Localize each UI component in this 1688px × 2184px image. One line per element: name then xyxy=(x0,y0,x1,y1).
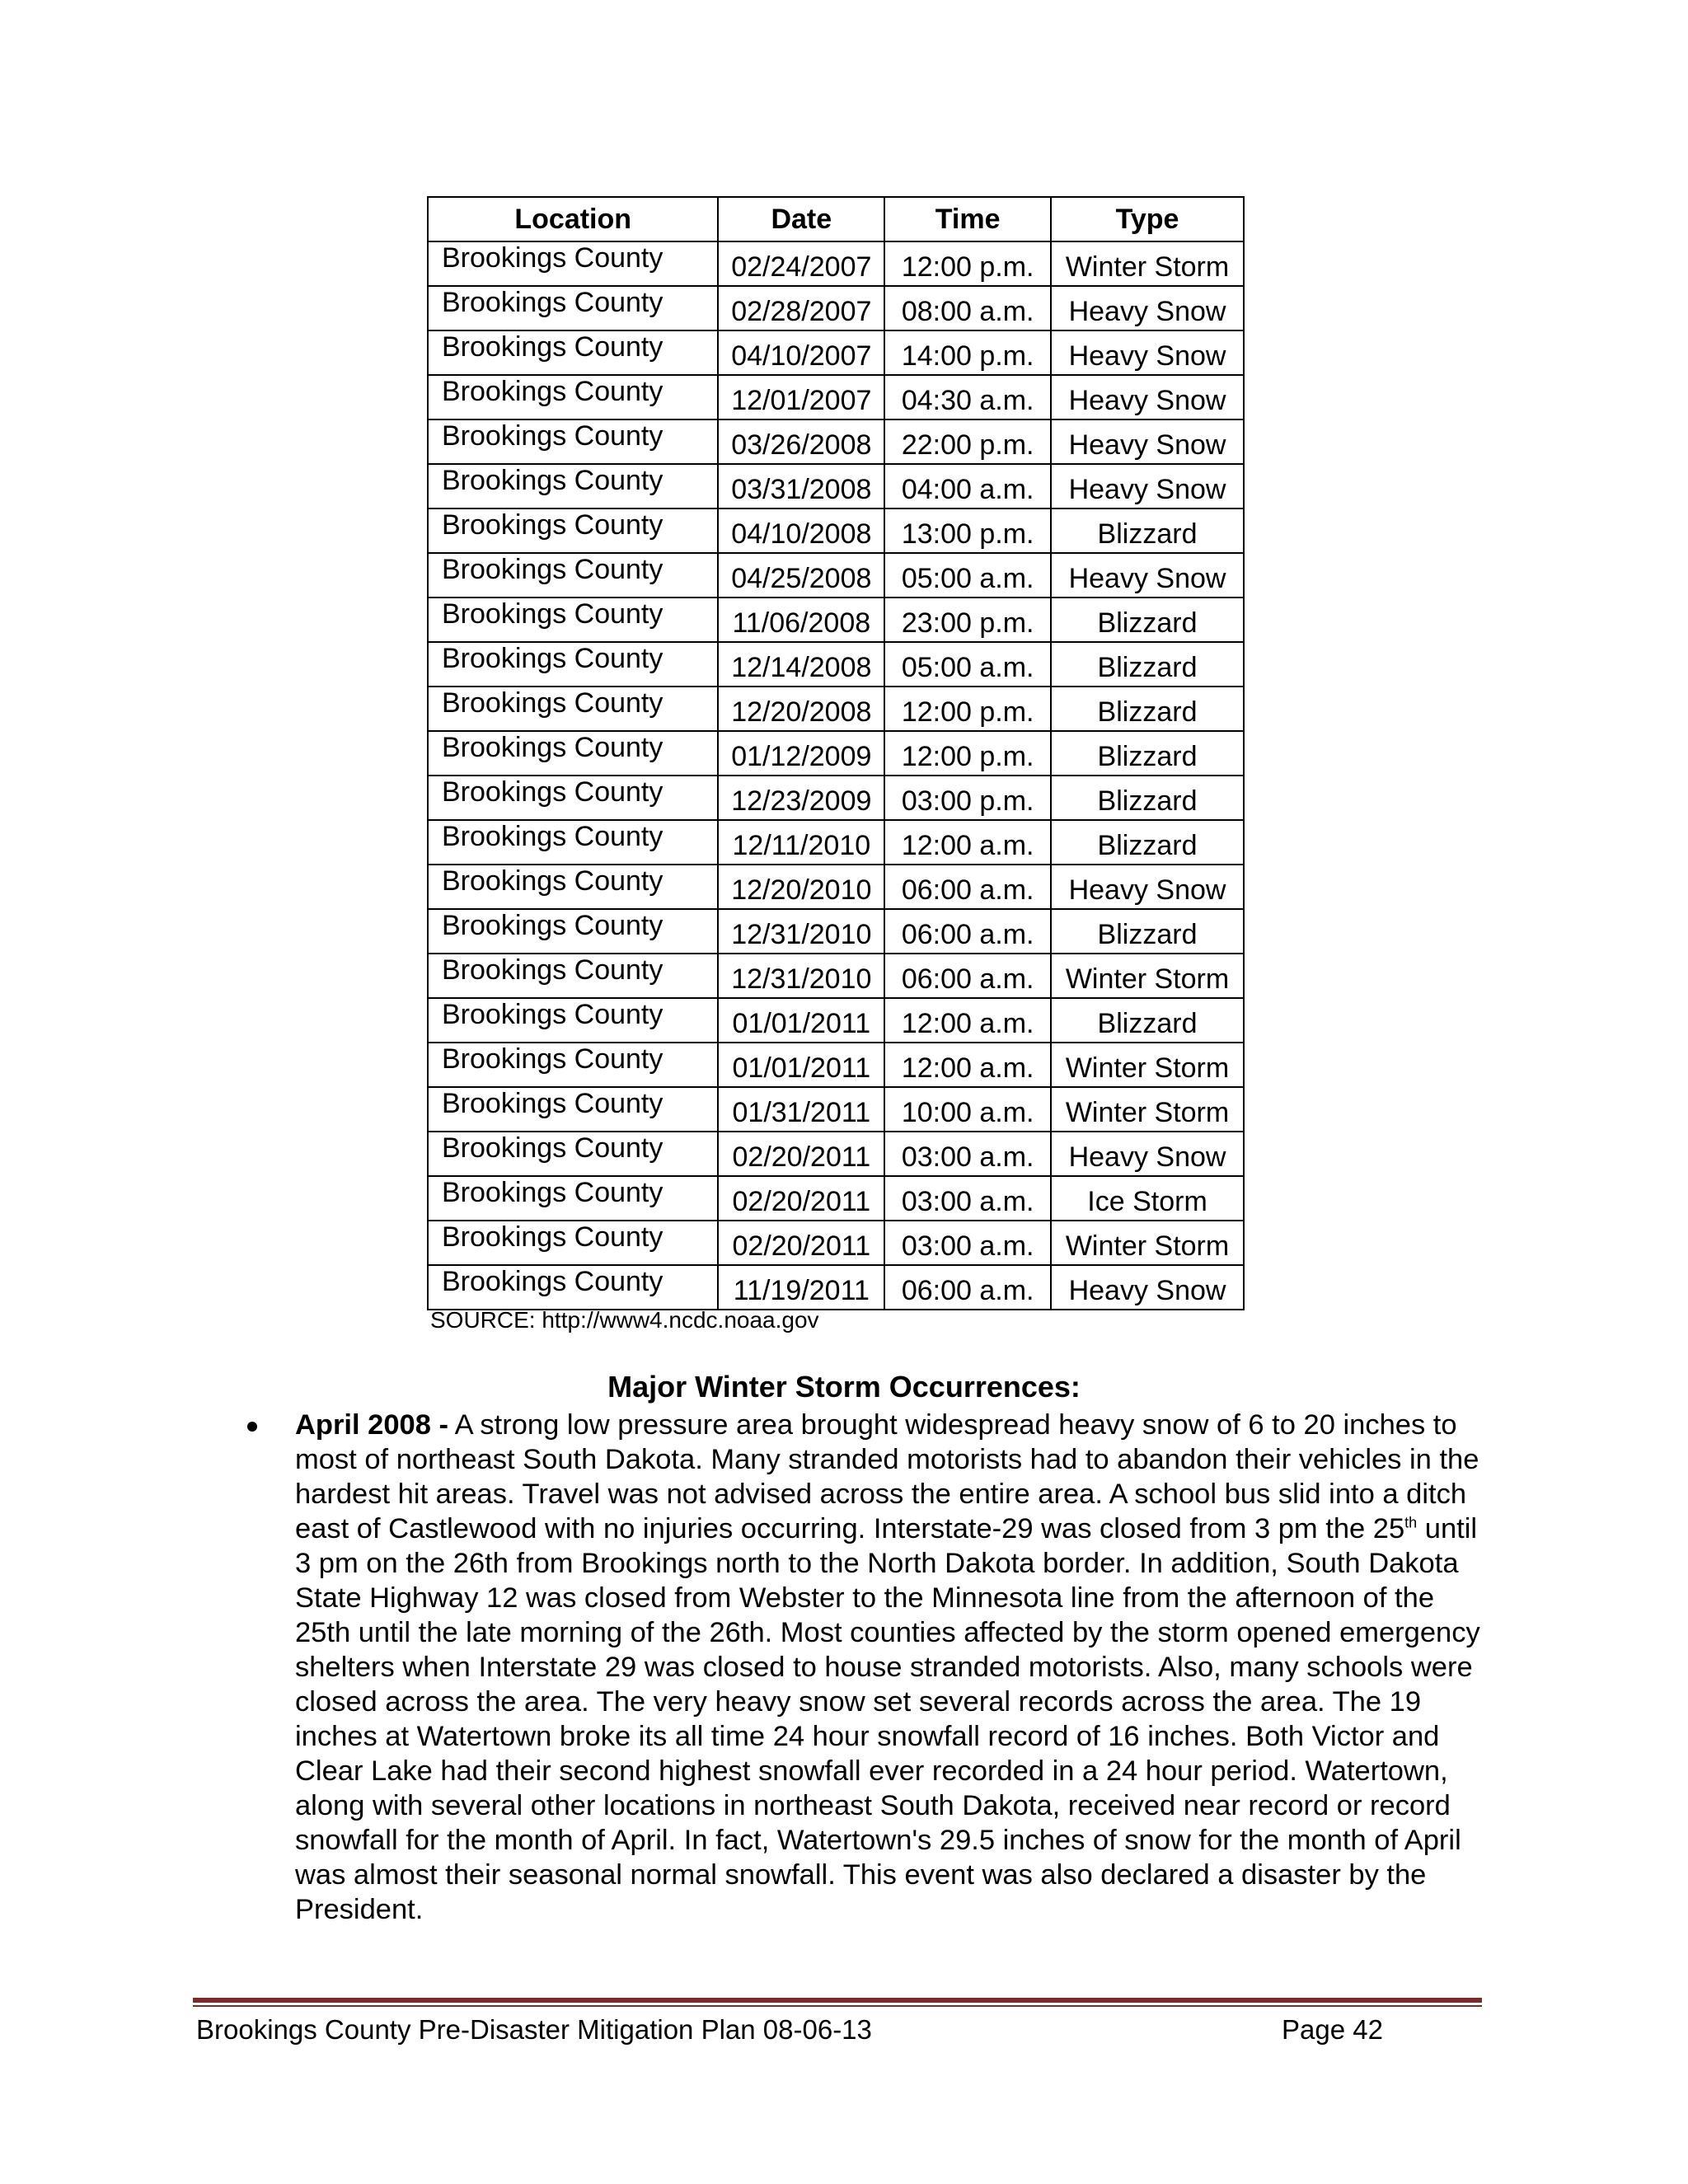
cell-location: Brookings County xyxy=(428,598,718,642)
cell-time: 12:00 a.m. xyxy=(884,998,1051,1043)
table-row xyxy=(428,509,1244,553)
header-location: Location xyxy=(428,197,718,241)
cell-time: 03:00 a.m. xyxy=(884,1176,1051,1221)
cell-date: 12/11/2010 xyxy=(718,820,884,865)
cell-type: Blizzard xyxy=(1051,509,1244,553)
cell-type: Blizzard xyxy=(1051,731,1244,776)
cell-date: 11/19/2011 xyxy=(718,1265,884,1310)
cell-date: 12/01/2007 xyxy=(718,375,884,419)
table-row xyxy=(428,687,1244,731)
cell-date: 02/20/2011 xyxy=(718,1176,884,1221)
cell-time: 13:00 p.m. xyxy=(884,509,1051,553)
cell-time: 23:00 p.m. xyxy=(884,598,1051,642)
cell-type: Blizzard xyxy=(1051,598,1244,642)
cell-date: 01/01/2011 xyxy=(718,1043,884,1087)
cell-date: 03/26/2008 xyxy=(718,419,884,464)
table-row xyxy=(428,330,1244,375)
cell-time: 12:00 p.m. xyxy=(884,731,1051,776)
occurrence-text-part1: A strong low pressure area brought widespread heavy snow of 6 to 20 inches to most of northeast South Dakota. Many stranded motorists had to abandon their vehicles in the hardest hit areas. Travel was not advised across the entire area. A school bus slid into a ditch east of Castlewood with no injuries occurring. Interstate-29 was closed from 3 pm the 25 xyxy=(295,1409,1479,1544)
cell-date: 12/31/2010 xyxy=(718,954,884,998)
table-header-row xyxy=(428,197,1244,241)
cell-time: 03:00 p.m. xyxy=(884,776,1051,820)
winter-events-table xyxy=(427,196,1245,1310)
table-row xyxy=(428,1221,1244,1265)
cell-date: 04/10/2008 xyxy=(718,509,884,553)
cell-time: 03:00 a.m. xyxy=(884,1221,1051,1265)
header-time: Time xyxy=(884,197,1051,241)
cell-location: Brookings County xyxy=(428,820,718,865)
cell-time: 06:00 a.m. xyxy=(884,1265,1051,1310)
ordinal-suffix: th xyxy=(1404,1514,1418,1531)
occurrence-text-part2: until 3 pm on the 26th from Brookings north to the North Dakota border. In addition, South Dakota State Highway 12 was closed from Webster to the Minnesota line from the afternoon of the 25th until the late morning of the 26th. Most counties affected by the storm opened emergency shelters when Interstate 29 was closed to house stranded motorists. Also, many schools were closed across the area. The very heavy snow set several records across the area. The 19 inches at Watertown broke its all time 24 hour snowfall record of 16 inches. Both Victor and Clear Lake had their second highest snowfall ever recorded in a 24 hour period. Watertown, along with several other locations in northeast South Dakota, received near record or record snowfall for the month of April. In fact, Watertown's 29.5 inches of snow for the month of April was almost their seasonal normal snowfall. This event was also declared a disaster by the President. xyxy=(295,1513,1480,1925)
cell-time: 12:00 a.m. xyxy=(884,1043,1051,1087)
table-body xyxy=(428,241,1244,1310)
cell-date: 12/20/2010 xyxy=(718,865,884,909)
section-title: Major Winter Storm Occurrences: xyxy=(607,1370,1081,1404)
table-row xyxy=(428,731,1244,776)
cell-type: Blizzard xyxy=(1051,998,1244,1043)
cell-location: Brookings County xyxy=(428,375,718,419)
cell-time: 04:30 a.m. xyxy=(884,375,1051,419)
cell-location: Brookings County xyxy=(428,776,718,820)
cell-location: Brookings County xyxy=(428,642,718,687)
cell-time: 06:00 a.m. xyxy=(884,954,1051,998)
cell-date: 01/12/2009 xyxy=(718,731,884,776)
cell-date: 02/24/2007 xyxy=(718,241,884,286)
cell-time: 10:00 a.m. xyxy=(884,1087,1051,1132)
cell-location: Brookings County xyxy=(428,464,718,509)
cell-date: 11/06/2008 xyxy=(718,598,884,642)
cell-location: Brookings County xyxy=(428,909,718,954)
cell-type: Blizzard xyxy=(1051,820,1244,865)
cell-location: Brookings County xyxy=(428,1221,718,1265)
cell-date: 12/23/2009 xyxy=(718,776,884,820)
cell-date: 02/20/2011 xyxy=(718,1132,884,1176)
cell-location: Brookings County xyxy=(428,687,718,731)
cell-time: 06:00 a.m. xyxy=(884,909,1051,954)
cell-location: Brookings County xyxy=(428,419,718,464)
cell-time: 06:00 a.m. xyxy=(884,865,1051,909)
cell-time: 05:00 a.m. xyxy=(884,553,1051,598)
table-row xyxy=(428,1176,1244,1221)
table-row xyxy=(428,419,1244,464)
cell-location: Brookings County xyxy=(428,1087,718,1132)
table-row xyxy=(428,909,1244,954)
occurrence-heading: April 2008 - xyxy=(295,1409,448,1441)
cell-location: Brookings County xyxy=(428,954,718,998)
cell-date: 12/20/2008 xyxy=(718,687,884,731)
cell-type: Winter Storm xyxy=(1051,241,1244,286)
table-row xyxy=(428,598,1244,642)
table-row xyxy=(428,286,1244,330)
footer-rule-thin xyxy=(193,2005,1482,2007)
cell-time: 03:00 a.m. xyxy=(884,1132,1051,1176)
cell-type: Winter Storm xyxy=(1051,1043,1244,1087)
cell-time: 08:00 a.m. xyxy=(884,286,1051,330)
cell-type: Blizzard xyxy=(1051,909,1244,954)
table-row xyxy=(428,1087,1244,1132)
cell-type: Heavy Snow xyxy=(1051,375,1244,419)
cell-location: Brookings County xyxy=(428,241,718,286)
cell-time: 14:00 p.m. xyxy=(884,330,1051,375)
footer-page-number: Page 42 xyxy=(1282,2014,1383,2045)
cell-type: Ice Storm xyxy=(1051,1176,1244,1221)
cell-date: 01/01/2011 xyxy=(718,998,884,1043)
cell-location: Brookings County xyxy=(428,731,718,776)
cell-time: 05:00 a.m. xyxy=(884,642,1051,687)
cell-type: Blizzard xyxy=(1051,687,1244,731)
table-row xyxy=(428,241,1244,286)
cell-time: 22:00 p.m. xyxy=(884,419,1051,464)
bullet-icon xyxy=(247,1422,257,1432)
cell-date: 02/20/2011 xyxy=(718,1221,884,1265)
table-row xyxy=(428,954,1244,998)
table-row xyxy=(428,820,1244,865)
cell-type: Blizzard xyxy=(1051,642,1244,687)
cell-type: Winter Storm xyxy=(1051,1221,1244,1265)
footer-rule xyxy=(193,1998,1482,2003)
cell-location: Brookings County xyxy=(428,509,718,553)
cell-type: Heavy Snow xyxy=(1051,419,1244,464)
cell-location: Brookings County xyxy=(428,998,718,1043)
cell-location: Brookings County xyxy=(428,330,718,375)
cell-date: 04/25/2008 xyxy=(718,553,884,598)
cell-type: Winter Storm xyxy=(1051,1087,1244,1132)
cell-type: Heavy Snow xyxy=(1051,286,1244,330)
footer-document-title: Brookings County Pre-Disaster Mitigation Plan 08-06-13 xyxy=(196,2014,872,2045)
cell-date: 12/14/2008 xyxy=(718,642,884,687)
table-row xyxy=(428,375,1244,419)
occurrence-list xyxy=(237,1408,1484,1927)
cell-type: Heavy Snow xyxy=(1051,1265,1244,1310)
list-item xyxy=(237,1408,1484,1927)
cell-location: Brookings County xyxy=(428,1132,718,1176)
cell-location: Brookings County xyxy=(428,865,718,909)
cell-type: Heavy Snow xyxy=(1051,1132,1244,1176)
cell-time: 12:00 p.m. xyxy=(884,241,1051,286)
table-source: SOURCE: http://www4.ncdc.noaa.gov xyxy=(430,1307,819,1333)
table-row xyxy=(428,998,1244,1043)
cell-date: 01/31/2011 xyxy=(718,1087,884,1132)
cell-time: 12:00 p.m. xyxy=(884,687,1051,731)
cell-type: Heavy Snow xyxy=(1051,330,1244,375)
cell-location: Brookings County xyxy=(428,1043,718,1087)
table-row xyxy=(428,1132,1244,1176)
table-row xyxy=(428,1265,1244,1310)
cell-location: Brookings County xyxy=(428,286,718,330)
cell-location: Brookings County xyxy=(428,1176,718,1221)
cell-date: 04/10/2007 xyxy=(718,330,884,375)
cell-date: 12/31/2010 xyxy=(718,909,884,954)
cell-location: Brookings County xyxy=(428,553,718,598)
cell-type: Heavy Snow xyxy=(1051,865,1244,909)
cell-time: 04:00 a.m. xyxy=(884,464,1051,509)
table-row xyxy=(428,464,1244,509)
table-row xyxy=(428,865,1244,909)
header-type: Type xyxy=(1051,197,1244,241)
cell-type: Winter Storm xyxy=(1051,954,1244,998)
table-row xyxy=(428,642,1244,687)
cell-time: 12:00 a.m. xyxy=(884,820,1051,865)
cell-date: 02/28/2007 xyxy=(718,286,884,330)
header-date: Date xyxy=(718,197,884,241)
cell-type: Heavy Snow xyxy=(1051,464,1244,509)
cell-location: Brookings County xyxy=(428,1265,718,1310)
table-row xyxy=(428,776,1244,820)
table-row xyxy=(428,1043,1244,1087)
cell-date: 03/31/2008 xyxy=(718,464,884,509)
cell-type: Heavy Snow xyxy=(1051,553,1244,598)
table-row xyxy=(428,553,1244,598)
cell-type: Blizzard xyxy=(1051,776,1244,820)
